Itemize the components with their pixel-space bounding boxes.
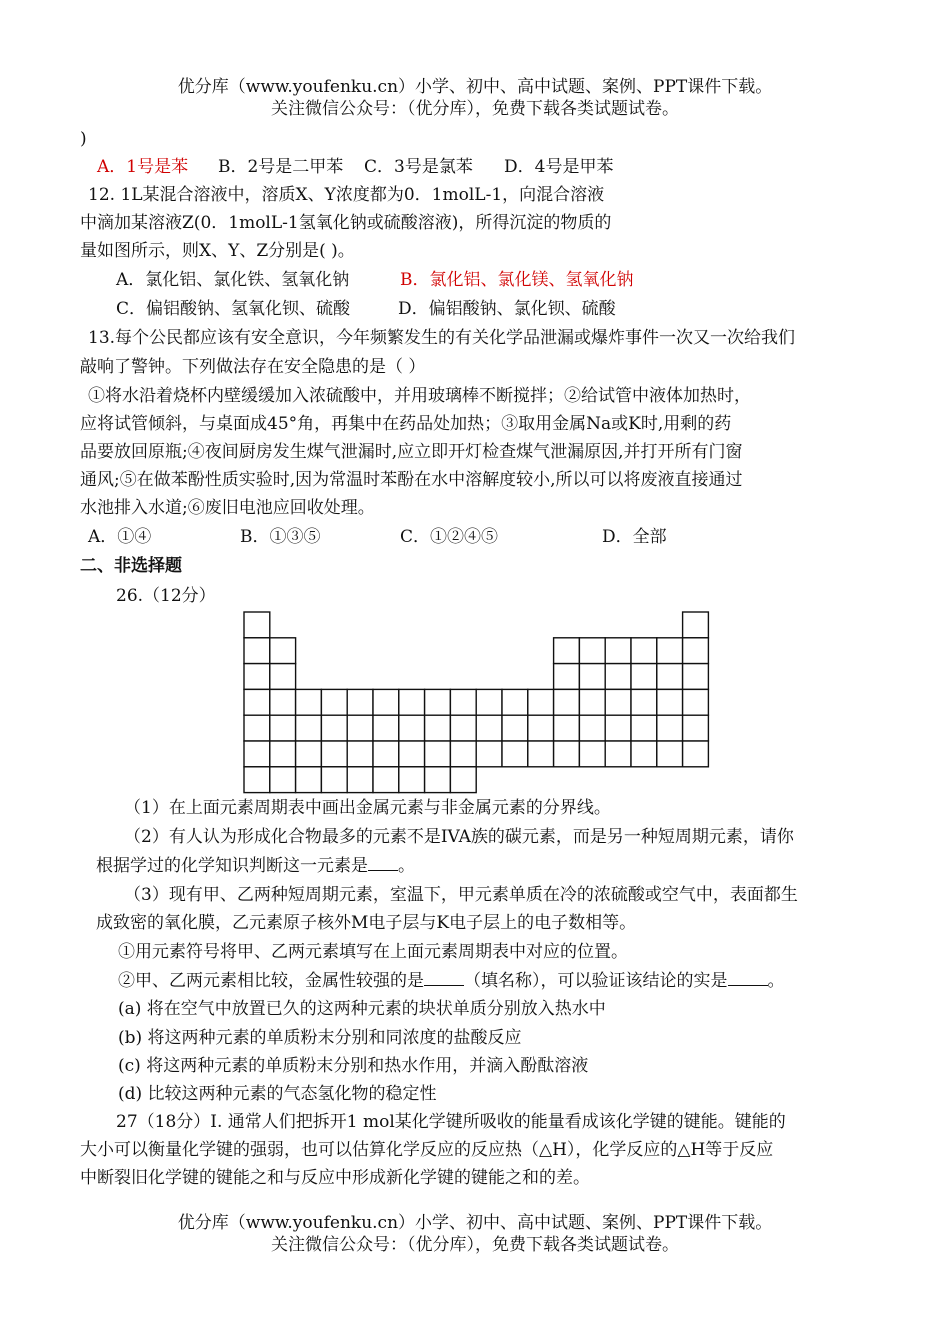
- q11-paren: ): [80, 129, 87, 149]
- periodic-table-cell: [450, 715, 476, 741]
- q11-option-b: B．2号是二甲苯: [218, 157, 344, 177]
- q26-sub-1: ①用元素符号将甲、乙两元素填写在上面元素周期表中对应的位置。: [118, 942, 628, 962]
- periodic-table-cell: [683, 689, 709, 715]
- periodic-table-cell: [270, 741, 296, 767]
- periodic-table-cell: [373, 689, 399, 715]
- q26-sub-2-text-a: ②甲、乙两元素相比较，金属性较强的是: [118, 971, 424, 991]
- periodic-table-cell: [270, 767, 296, 793]
- periodic-table-cell: [399, 767, 425, 793]
- q26-part-2-end: 。: [398, 856, 415, 876]
- q13-line-7: 水池排入水道;⑥废旧电池应回收处理。: [80, 498, 375, 518]
- q13-option-a: A．①④: [88, 527, 152, 547]
- periodic-table-cell: [347, 689, 373, 715]
- periodic-table-cell: [502, 741, 528, 767]
- periodic-table-cell: [683, 715, 709, 741]
- periodic-table-cell: [321, 767, 347, 793]
- header-line-2: 关注微信公众号：（优分库），免费下载各类试题试卷。: [271, 99, 679, 119]
- header-line-1: 优分库（www.youfenku.cn）小学、初中、高中试题、案例、PPT课件下载。: [177, 77, 773, 97]
- q26-choice-a: (a) 将在空气中放置已久的这两种元素的块状单质分别放入热水中: [118, 999, 606, 1019]
- periodic-table-cell: [450, 767, 476, 793]
- periodic-table-cell: [554, 664, 580, 690]
- periodic-table-cell: [657, 715, 683, 741]
- periodic-table-cell: [605, 741, 631, 767]
- periodic-table-cell: [657, 638, 683, 664]
- footer-line-1: 优分库（www.youfenku.cn）小学、初中、高中试题、案例、PPT课件下载。: [177, 1213, 773, 1233]
- periodic-table-cell: [399, 689, 425, 715]
- periodic-table-cell: [502, 689, 528, 715]
- q12-option-c: C．偏铝酸钠、氢氧化钡、硫酸: [116, 299, 351, 319]
- periodic-table-cell: [450, 689, 476, 715]
- periodic-table-cell: [554, 741, 580, 767]
- periodic-table-cell: [244, 767, 270, 793]
- periodic-table-cell: [347, 741, 373, 767]
- periodic-table-cell: [605, 638, 631, 664]
- q12-line-1: 12. 1L某混合溶液中，溶质X、Y浓度都为0．1molL-1，向混合溶液: [88, 185, 605, 205]
- periodic-table-cell: [528, 715, 554, 741]
- q11-option-c: C．3号是氯苯: [364, 157, 473, 177]
- periodic-table-cell: [476, 715, 502, 741]
- periodic-table-cell: [683, 612, 709, 638]
- q12-option-d: D．偏铝酸钠、氯化钡、硫酸: [398, 299, 616, 319]
- q26-choice-d: (d) 比较这两种元素的气态氢化物的稳定性: [118, 1084, 437, 1104]
- q13-line-1: 13.每个公民都应该有安全意识，今年频繁发生的有关化学品泄漏或爆炸事件一次又一次给我们: [88, 328, 796, 348]
- periodic-table-cell: [321, 741, 347, 767]
- q26-part-2-text: 根据学过的化学知识判断这一元素是: [96, 856, 368, 876]
- q27-line-1: 27（18分）Ⅰ. 通常人们把拆开1 mol某化学键所吸收的能量看成该化学键的键能。键能的: [116, 1112, 786, 1132]
- periodic-table-cell: [244, 715, 270, 741]
- q26-sub-2-text-b: （填名称），可以验证该结论的实是: [464, 971, 728, 991]
- periodic-table-cell: [270, 689, 296, 715]
- periodic-table-cell: [450, 741, 476, 767]
- periodic-table-cell: [579, 741, 605, 767]
- q26-choice-b: (b) 将这两种元素的单质粉末分别和同浓度的盐酸反应: [118, 1028, 522, 1048]
- periodic-table-cell: [579, 689, 605, 715]
- periodic-table-cell: [605, 715, 631, 741]
- periodic-table-cell: [244, 741, 270, 767]
- periodic-table-cell: [528, 689, 554, 715]
- periodic-table-cell: [373, 741, 399, 767]
- periodic-table-cell: [631, 664, 657, 690]
- periodic-table-cell: [296, 741, 322, 767]
- periodic-table-cell: [425, 715, 451, 741]
- periodic-table-cell: [554, 689, 580, 715]
- footer-line-2: 关注微信公众号：（优分库），免费下载各类试题试卷。: [271, 1235, 679, 1255]
- answer-blank-element[interactable]: [368, 855, 398, 871]
- periodic-table-cell: [528, 741, 554, 767]
- periodic-table-cell: [296, 715, 322, 741]
- q26-part-1: （1）在上面元素周期表中画出金属元素与非金属元素的分界线。: [124, 798, 611, 818]
- q13-option-b: B．①③⑤: [240, 527, 321, 547]
- q26-choice-c: (c) 将这两种元素的单质粉末分别和热水作用，并滴入酚酞溶液: [118, 1056, 589, 1076]
- periodic-table-cell: [347, 715, 373, 741]
- periodic-table-cell: [244, 638, 270, 664]
- answer-blank-metal[interactable]: [424, 970, 464, 986]
- periodic-table-cell: [425, 767, 451, 793]
- q26-part-2-line-1: （2）有人认为形成化合物最多的元素不是IVA族的碳元素，而是另一种短周期元素，请你: [124, 827, 794, 847]
- periodic-table-cell: [321, 715, 347, 741]
- section-title: 二、非选择题: [80, 556, 182, 576]
- periodic-table-cell: [579, 638, 605, 664]
- periodic-table-cell: [605, 689, 631, 715]
- periodic-table-cell: [631, 741, 657, 767]
- periodic-table-cell: [502, 715, 528, 741]
- periodic-table-grid: [243, 611, 713, 795]
- q12-option-a: A．氯化铝、氯化铁、氢氧化钠: [116, 270, 350, 290]
- answer-blank-choice[interactable]: [728, 970, 768, 986]
- periodic-table-cell: [244, 612, 270, 638]
- q11-option-a: A．1号是苯: [97, 157, 189, 177]
- periodic-table-cell: [476, 689, 502, 715]
- q26-part-2-line-2: [96, 855, 415, 877]
- periodic-table-cell: [270, 715, 296, 741]
- periodic-table-cell: [579, 715, 605, 741]
- q13-line-6: 通风;⑤在做苯酚性质实验时,因为常温时苯酚在水中溶解度较小,所以可以将废液直接通过: [80, 470, 743, 490]
- periodic-table-cell: [244, 689, 270, 715]
- periodic-table-cell: [657, 741, 683, 767]
- periodic-table-cell: [683, 741, 709, 767]
- periodic-table-cell: [373, 767, 399, 793]
- periodic-table-cell: [631, 638, 657, 664]
- periodic-table-cell: [296, 689, 322, 715]
- q26-heading: 26.（12分）: [116, 586, 216, 606]
- q13-line-3: ①将水沿着烧杯内壁缓缓加入浓硫酸中，并用玻璃棒不断搅拌；②给试管中液体加热时，: [88, 386, 751, 406]
- q12-line-3: 量如图所示，则X、Y、Z分别是( )。: [80, 241, 355, 261]
- q27-line-2: 大小可以衡量化学键的强弱，也可以估算化学反应的反应热（△H），化学反应的△H等于反应: [80, 1140, 774, 1160]
- q13-option-c: C．①②④⑤: [400, 527, 499, 547]
- q26-part-3-line-1: （3）现有甲、乙两种短周期元素，室温下，甲元素单质在冷的浓硫酸或空气中，表面都生: [124, 885, 798, 905]
- q13-option-d: D．全部: [602, 527, 667, 547]
- periodic-table-cell: [270, 664, 296, 690]
- periodic-table-cell: [476, 741, 502, 767]
- periodic-table-cell: [657, 689, 683, 715]
- periodic-table-cell: [244, 664, 270, 690]
- periodic-table-cell: [347, 767, 373, 793]
- periodic-table-cell: [631, 715, 657, 741]
- q13-line-2: 敲响了警钟。下列做法存在安全隐患的是（ ）: [80, 357, 426, 377]
- q11-option-d: D．4号是甲苯: [504, 157, 614, 177]
- periodic-table-cell: [657, 664, 683, 690]
- q13-line-4: 应将试管倾斜，与桌面成45°角，再集中在药品处加热；③取用金属Na或K时,用剩的药: [80, 414, 732, 434]
- periodic-table-cell: [425, 689, 451, 715]
- periodic-table-cell: [554, 638, 580, 664]
- q13-line-5: 品要放回原瓶;④夜间厨房发生煤气泄漏时,应立即开灯检查煤气泄漏原因,并打开所有门窗: [80, 442, 743, 462]
- periodic-table-cell: [399, 741, 425, 767]
- periodic-table-cell: [399, 715, 425, 741]
- q26-sub-2-end: 。: [767, 971, 785, 991]
- q12-option-b: B．氯化铝、氯化镁、氢氧化钠: [400, 270, 634, 290]
- q12-line-2: 中滴加某溶液Z(0．1molL-1氢氧化钠或硫酸溶液)，所得沉淀的物质的: [80, 213, 612, 233]
- q27-line-3: 中断裂旧化学键的键能之和与反应中形成新化学键的键能之和的差。: [80, 1168, 590, 1188]
- periodic-table-cell: [425, 741, 451, 767]
- q26-part-3-line-2: 成致密的氧化膜，乙元素原子核外M电子层与K电子层上的电子数相等。: [96, 913, 637, 933]
- periodic-table-cell: [579, 664, 605, 690]
- periodic-table-cell: [631, 689, 657, 715]
- periodic-table-cell: [296, 767, 322, 793]
- periodic-table-cell: [270, 638, 296, 664]
- periodic-table-cell: [605, 664, 631, 690]
- periodic-table-cell: [321, 689, 347, 715]
- q26-sub-2: [118, 970, 785, 992]
- periodic-table-cell: [683, 638, 709, 664]
- periodic-table-cell: [554, 715, 580, 741]
- periodic-table-cell: [373, 715, 399, 741]
- periodic-table-cell: [683, 664, 709, 690]
